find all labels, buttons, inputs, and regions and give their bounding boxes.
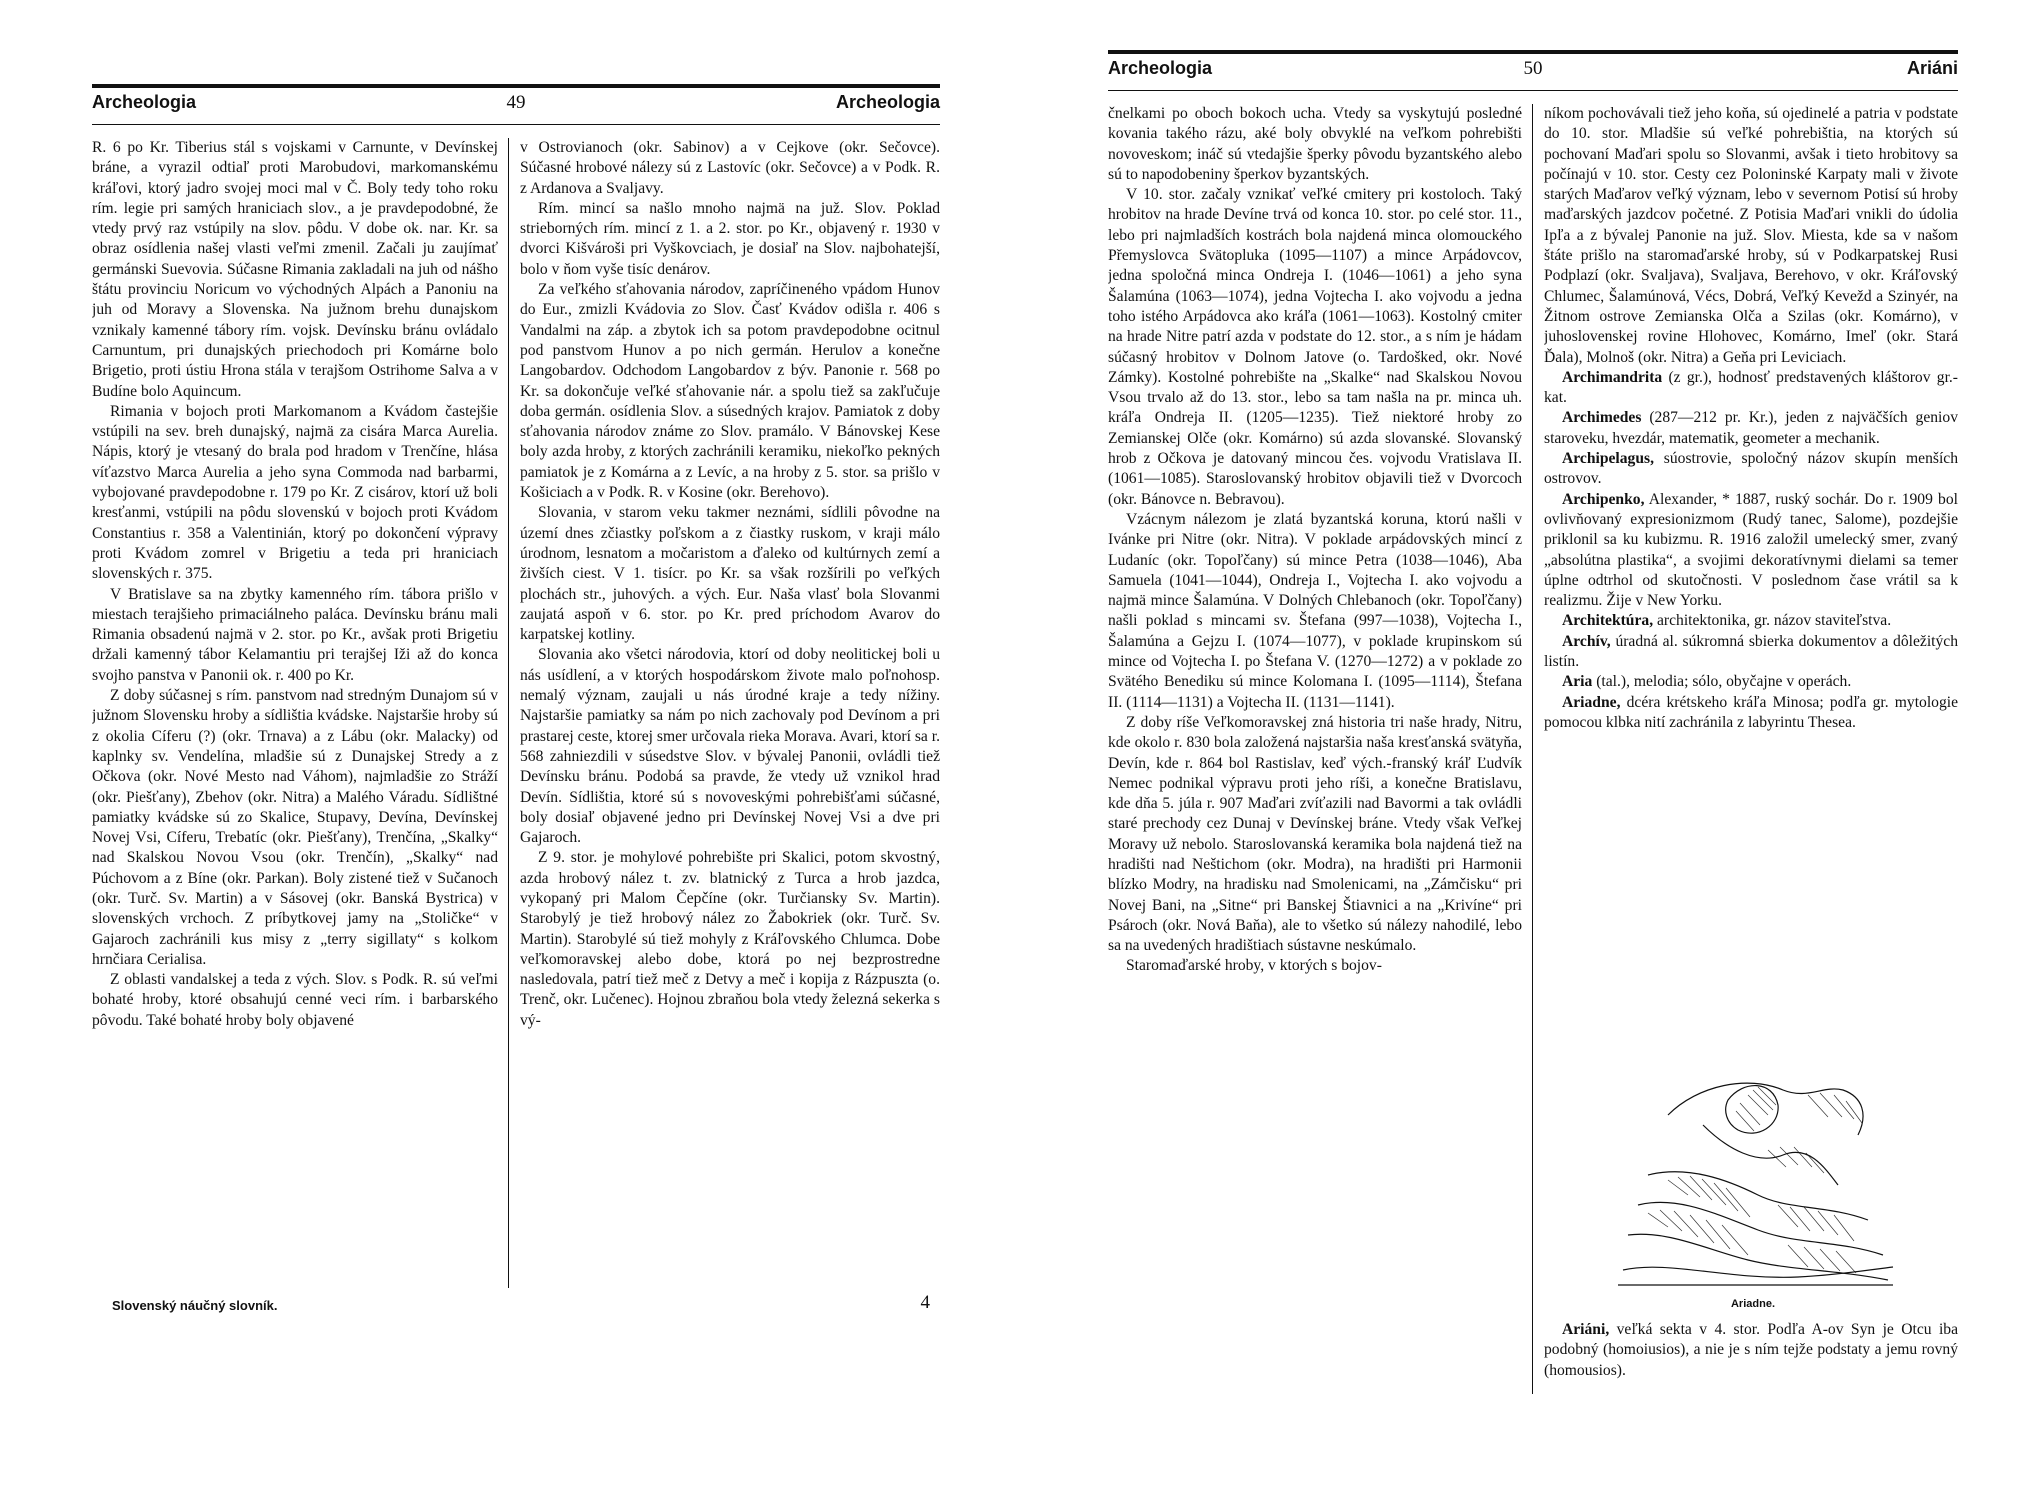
text-column-1 bbox=[1108, 104, 1522, 1394]
header-right-title: Archeologia bbox=[835, 92, 940, 112]
entry bbox=[1544, 693, 1958, 734]
paragraph: V Bratislave sa na zbytky kamenného rím. tábora prišlo v miestach terajšieho primaciálneho paláca. Devínsku bránu mali Rimania obsadenú najmä v 2. stor. po Kr., avšak proti Brigetiu držali kamenný tábor Kelamantiu pri terajšej Iži až do konca svojho panstva v Panonii ok. r. 400 po Kr. bbox=[92, 585, 498, 684]
header-right-title: Ariáni bbox=[1906, 58, 1958, 78]
entry bbox=[1544, 672, 1958, 692]
text-column-2 bbox=[520, 138, 940, 1290]
entry-text: úradná al. súkromná sbierka dokumentov a dôležitých listín. bbox=[1544, 632, 1958, 671]
entry-headword: Ariadne, bbox=[1562, 693, 1621, 711]
page-number: 49 bbox=[506, 92, 526, 113]
paragraph: Z oblasti vandalskej a teda z vých. Slov. s Podk. R. sú veľmi bohaté hroby, ktoré obsahujú cenné veci rím. i barbarského pôvodu. Také bohaté hroby boly objavené bbox=[92, 971, 498, 1029]
paragraph: čnelkami po oboch bokoch ucha. Vtedy sa vyskytujú posledné kovania takého rázu, aké boly obvyklé na veľkom pohrebišti novoveskom; ináč sú vtedajšie šperky pôvodu byzantského alebo sú to napodobeniny šperkov byzantských. bbox=[1108, 105, 1522, 183]
entry-text: (tal.), melodia; sólo, obyčajne v operách. bbox=[1592, 673, 1852, 691]
paragraph: Vzácnym nálezom je zlatá byzantská koruna, ktorú našli v Ivánke pri Nitre (okr. Nitra). V poklade arpádovských mincí z Ludaníc (okr. Topoľčany) sú mince Petra (1038—1046), Aba Samuela (1041—1044), Ondreja I., Vojtecha I. ako vojvodu a najmä mince Šalamúna. V Dolných Chlebanoch (okr. Topoľčany) našli poklad s mincami sv. Štefana (997—1038), Vojtecha I., Šalamúna a Gejzu I. (1074—1077), v poklade krupinskom sú mince od Vojtecha I. po Štefana V. (1270—1272) a v poklade zo Svätého Benediku sú mince Kolomana I. (1095—1114), Štefana II. (1114—1131) a Vojtecha II. (1131—1141). bbox=[1108, 510, 1522, 711]
paragraph: Staromaďarské hroby, v ktorých s bojov- bbox=[1126, 957, 1382, 975]
entry-headword: Archimedes bbox=[1562, 409, 1642, 427]
paragraph: Z doby ríše Veľkomoravskej zná historia tri naše hrady, Nitru, kde okolo r. 830 bola založená najstaršia naša kresťanská svätyňa, Devín, kde r. 864 bol Rastislav, keď vých.-franský kráľ Ľudvík Nemec podnikal výpravu proti jeho ríši, a konečne Bratislavu, kde dňa 5. júla r. 907 Maďari zvíťazili nad Bavormi a tak ovládli staré prechody cez Dunaj v Devínskej bráne. Vtedy však Veľkej Moravy už nebolo. Staroslovanská keramika bola najdená tiež na hradišti nad Neštichom (okr. Modra), na hradišti pri Harmonii blízko Modry, na hradisku nad Smolenicami, na „Zámčisku“ pri Novej Bani, na „Sitne“ pri Banskej Štiavnici a na „Krivíne“ pri Psároch (okr. Nová Baňa), ale to všetko sú nálezy nahodilé, lebo sa na uvedených hradištiach sústavne neskúmalo. bbox=[1108, 713, 1522, 955]
text-column-1 bbox=[92, 138, 498, 1290]
column-divider bbox=[508, 138, 509, 1288]
paragraph: v Ostrovianoch (okr. Sabinov) a v Cejkove (okr. Sečovce). Súčasné hrobové nálezy sú z Lastovíc (okr. Sečovce) a v Podk. R. z Ardanova a Svaljavy. bbox=[520, 139, 940, 197]
text-column-2-continued bbox=[1544, 1320, 1958, 1420]
left-page bbox=[92, 0, 940, 1500]
page-number: 50 bbox=[1523, 58, 1543, 79]
text-column-2 bbox=[1544, 104, 1958, 1044]
paragraph: Rím. mincí sa našlo mnoho najmä na juž. Slov. Poklad strieborných rím. mincí z 1. a 2. stor. po Kr., objavený r. 1930 v dvorci Kišvároši pri Vyškovciach, je dosiaľ na Slov. najbohatejší, bolo v ňom vyše tisíc denárov. bbox=[520, 199, 940, 278]
entry-headword: Archimandrita bbox=[1562, 368, 1663, 386]
entry-headword: Ariáni, bbox=[1562, 1321, 1610, 1338]
paragraph: Za veľkého sťahovania národov, zapríčineného vpádom Hunov do Eur., zmizli Kvádovia zo Slov. Časť Kvádov odišla r. 406 s Vandalmi na záp. a zbytok ich sa potom pravdepodobne ocitnul pod panstvom Hunov a po nich germán. Herulov a konečne Langobardov. Odchodom Langobardov z býv. Panonie r. 568 po Kr. sa dokončuje veľké sťahovanie nár. a spolu tiež sa zakľučuje doba germán. osídlenia Slov. a súsedných krajov. Pamiatok z doby sťahovania národov známe zo Slov. pramálo. V Bánovskej Kese boly azda hroby, z ktorých zachránili keramiku, niekoľko pekných pamiatok je z Komárna a z Levíc, a na hroby z 5. stor. sa prišlo v Košiciach a v Podk. R. v Kosine (okr. Berehovo). bbox=[520, 281, 940, 502]
footer-title: Slovenský náučný slovník. bbox=[112, 1298, 278, 1313]
entry-headword: Aria bbox=[1562, 673, 1593, 691]
page-header bbox=[1108, 50, 1958, 91]
header-left-title: Archeologia bbox=[92, 92, 197, 112]
entry-headword: Archipelagus, bbox=[1562, 450, 1654, 468]
paragraph: Z doby súčasnej s rím. panstvom nad stredným Dunajom sú v južnom Slovensku hroby a sídlištia kvádske. Najstaršie hroby sú z okolia Cíferu (?) (okr. Trnava) a z Lábu (okr. Malacky) od kaplnky sv. Vendelína, mladšie sú z Dunajskej Stredy a z Očkova (okr. Nové Mesto nad Váhom), najmladšie zo Stráží (okr. Piešťany), Zbehov (okr. Nitra) a Malého Váradu. Sídlištné pamiatky kvádske sú zo Skalice, Stupavy, Devína, Devínskej Novej Vsi, Cíferu, Trebatíc (okr. Piešťany), Trenčína, „Skalky“ nad Skalskou Novou Vsou (okr. Trenčín), „Skalky“ nad Púchovom a z Bíne (okr. Parkan). Boly zistené tiež v Sučanoch (okr. Turč. Sv. Martin) a v Sásovej (okr. Banská Bystrica) v slovenských vrchoch. Z príbytkovej jamy na „Stoličke“ v Gajaroch zachránili kus misy z „terry sigillaty“ s kolkom hrnčiara Cerialisa. bbox=[92, 687, 498, 968]
paragraph: Slovania, v starom veku takmer neznámi, sídlili pôvodne na území dnes zčiastky poľskom a z čiastky ruskom, v kraji málo úrodnom, lesnatom a močaristom a ďaleko od kultúrnych zemí a živších ciest. V 1. tisícr. po Kr. sa však rozšírili po veľkých plochách str., juhových. a vých. Eur. Naša vlasť bola Slovanmi zaujatá aspoň v 6. stor. po Kr. pred príchodom Avarov do karpatskej kotliny. bbox=[520, 504, 940, 644]
entry bbox=[1544, 490, 1958, 612]
entry bbox=[1544, 449, 1958, 490]
entry-headword: Architektúra, bbox=[1562, 612, 1654, 630]
entry-text: (z gr.), hodnosť predstavených kláštorov gr.-kat. bbox=[1544, 368, 1958, 407]
entry-text: veľká sekta v 4. stor. Podľa A-ov Syn je Otcu iba podobný (homoiusios), a nie je s ním tejže podstaty a jemu rovný (homousios). bbox=[1544, 1321, 1958, 1379]
paragraph: Rimania v bojoch proti Markomanom a Kvádom častejšie vstúpili na sev. breh dunajský, najmä za cisára Marca Aurelia. Nápis, ktorý je vtesaný do brala pod hradom v Trenčíne, hlása víťazstvo Marca Aurelia a jeho syna Commoda nad barbarmi, vybojované pravdepodobne r. 179 po Kr. Z cisárov, ktorí už boli kresťanmi, vstúpili na pôdu slovenskú v bojoch proti Kvádom Constantius r. 358 a Valentinián, ktorý po dokončení výpravy proti Kvádom zomrel v Brigetiu a teda pri hraniciach slovenských r. 375. bbox=[92, 402, 498, 583]
ariadne-sculpture-illustration bbox=[1608, 1055, 1898, 1295]
entry-text: architektonika, gr. názov staviteľstva. bbox=[1653, 612, 1892, 630]
paragraph: V 10. stor. začaly vznikať veľké cmitery pri kostoloch. Taký hrobitov na hrade Devíne trvá od konca 10. stor. po celé stor. 11., lebo pri najmladších kostrách bola najdená minca olomouckého Přemyslovca Svätopluka (1095—1107) a mince Arpádovcov, jedna spoločná minca Ondreja I. (1046—1061) a jeho syna Šalamúna (1063—1074), jedna Vojtecha I. ako vojvodu a jedna toho istého Arpádovca ako kráľa (1061—1063). Kostolný cmiter na hrade Nitre patrí azda v podstate do 12. stor., a s ním je hádam súčasný hrobitov v Dolnom Jatove (o. Tardošked, okr. Nové Zámky). Kostolné pohrebište na „Skalke“ nad Skalskou Novou Vsou trvalo až do 13. stor., lebo sa tam našla na pr. minca uh. kráľa Ondreja II. (1205—1235). Tiež niektoré hroby zo Zemianskej Olče (okr. Komárno) sú azda slovanské. Slovanský hrob z Očkova je datovaný mincou čes. vojvodu Vratislava II. (1061—1085). Staroslovanský hrobitov objavili tiež v Dvorcoch (okr. Bánovce n. Bebravou). bbox=[1108, 186, 1522, 508]
entry-headword: Archív, bbox=[1562, 632, 1611, 650]
entry-text: (287—212 pr. Kr.), jeden z najväčších geniov staroveku, hvezdár, matematik, geometer a mechanik. bbox=[1544, 409, 1958, 447]
entry-text: Alexander, * 1887, ruský sochár. Do r. 1909 bol ovlivňovaný expresionizmom (Rudý tanec, Salome), pozdejšie priklonil sa ku kubizmu. R. 1916 založil umelecký smer, zvaný „absolútna plastika“, a svojimi dekoratívnymi dielami sa temer úplne odtrhol od skutočnosti. V poslednom čase vrátil sa k realizmu. Žije v New Yorku. bbox=[1544, 490, 1958, 610]
entry bbox=[1544, 632, 1958, 673]
entry bbox=[1544, 368, 1958, 409]
right-page bbox=[1108, 0, 1958, 1500]
entry-text: súostrovie, spoločný názov skupín menších ostrovov. bbox=[1544, 450, 1958, 488]
page-header bbox=[92, 84, 940, 125]
figure-caption: Ariadne. bbox=[1730, 1298, 1775, 1310]
entry-headword: Archipenko, bbox=[1562, 490, 1645, 508]
column-divider bbox=[1532, 104, 1533, 1394]
paragraph: R. 6 po Kr. Tiberius stál s vojskami v Carnunte, v Devínskej bráne, a vyrazil odtiaľ proti Marobudovi, markomanskému kráľovi, ktorý jadro svojej moci mal v Č. Boly tedy toho roku rím. legie pri samých hraniciach slov., a je pravdepodobné, že vtedy prvý raz vstúpily na slov. pôdu. V dobe ok. nar. Kr. sa obraz osídlenia našej vlasti veľmi zmenil. Začali ju zaujímať germánski Suevovia. Súčasne Rimania zakladali na juh od nášho štátu provinciu Noricum vo východných Alpách a Panoniu na juh od Moravy a Slovenska. Na južnom brehu dunajskom vznikaly kamenné tábory rím. vojsk. Devínsku bránu ovládalo Carnuntum, pri dunajských priechodoch pri Komárne bolo Brigetio, proti ústiu Hrona stála v terajšom Ostrihome Salva a v Budíne bolo Aquincum. bbox=[92, 139, 498, 400]
signature-number: 4 bbox=[920, 1292, 930, 1313]
entry bbox=[1544, 1320, 1958, 1381]
paragraph: Z 9. stor. je mohylové pohrebište pri Skalici, potom skvostný, azda hrobový nález t. zv. blatnický z Turca a hrob jazdca, vykopaný pri Malom Čepčíne (okr. Turčiansky Sv. Martin). Starobylý je tiež hrobový nález zo Žabokriek (okr. Turč. Sv. Martin). Starobylé sú tiež mohyly z Kráľovského Chlumca. Dobe veľkomoravskej alebo dobe, ktorá po nej bezprostredne nasledovala, patrí tiež meč z Detvy a meč i kopija z Rázpuszta (o. Trenč, okr. Lučenec). Hojnou zbraňou bola vtedy železná sekerka s vý- bbox=[520, 849, 940, 1029]
entry-text: dcéra krétskeho kráľa Minosa; podľa gr. mytologie pomocou klbka nití zachránila z labyrintu Thesea. bbox=[1544, 693, 1958, 731]
paragraph: níkom pochovávali tiež jeho koňa, sú ojedinelé a patria v podstate do 10. stor. Mladšie sú veľké pohrebištia, na ktorých sú pochovaní Maďari spolu so Slovanmi, avšak i tieto hrobitovy sa počínajú v 10. stor. Cesty cez Poloninské Karpaty mali v živote starých Maďarov veľký význam, lebo v severnom Potisí sú hroby maďarských jazdcov početné. Z Potisia Maďari vnikli do údolia Ipľa a z bývalej Panonie na juž. Slov. Miesta, kde sa v našom štáte prišlo na staromaďarské hroby, sú v Podkarpatskej Rusi Podplazí (okr. Svaljava), Svaljava, Berehovo, v okr. Kráľovský Chlumec, Šalamúnová, Vécs, Dobrá, Veľký Kevežd a Szinyér, na Žitnom ostrove Zemianska Olča a Szilas (okr. Komárno), v juhoslovenskej rovine Hlohovec, Komárno, Imeľ (okr. Stará Ďala), Molnoš (okr. Nitra) a Geňa pri Leviciach. bbox=[1544, 105, 1958, 366]
entry bbox=[1544, 611, 1958, 631]
paragraph: Slovania ako všetci národovia, ktorí od doby neolitickej boli u nás usídlení, a v ktorých hospodárskom živote malo poľnohosp. nemalý význam, zaujali u nás úrodné kraje a tedy nížiny. Najstaršie pamiatky sa nám po nich zachovaly pod Devínom a pri prastarej ceste, ktorej smer určovala rieka Morava. Avari, ktorí sa r. 568 zahniezdili v súsedstve Slov. v bývalej Panonii, ovládli tiež Devínsku bránu. Podobá sa pravde, že vtedy už vznikol hrad Devín. Sídlištia, ktoré sú s novoveskými pohrebišťami súčasné, boly dosiaľ objavené jedno pri Devínskej Novej Vsi a dve pri Gajaroch. bbox=[520, 646, 940, 847]
entry bbox=[1544, 408, 1958, 449]
header-left-title: Archeologia bbox=[1108, 58, 1213, 78]
